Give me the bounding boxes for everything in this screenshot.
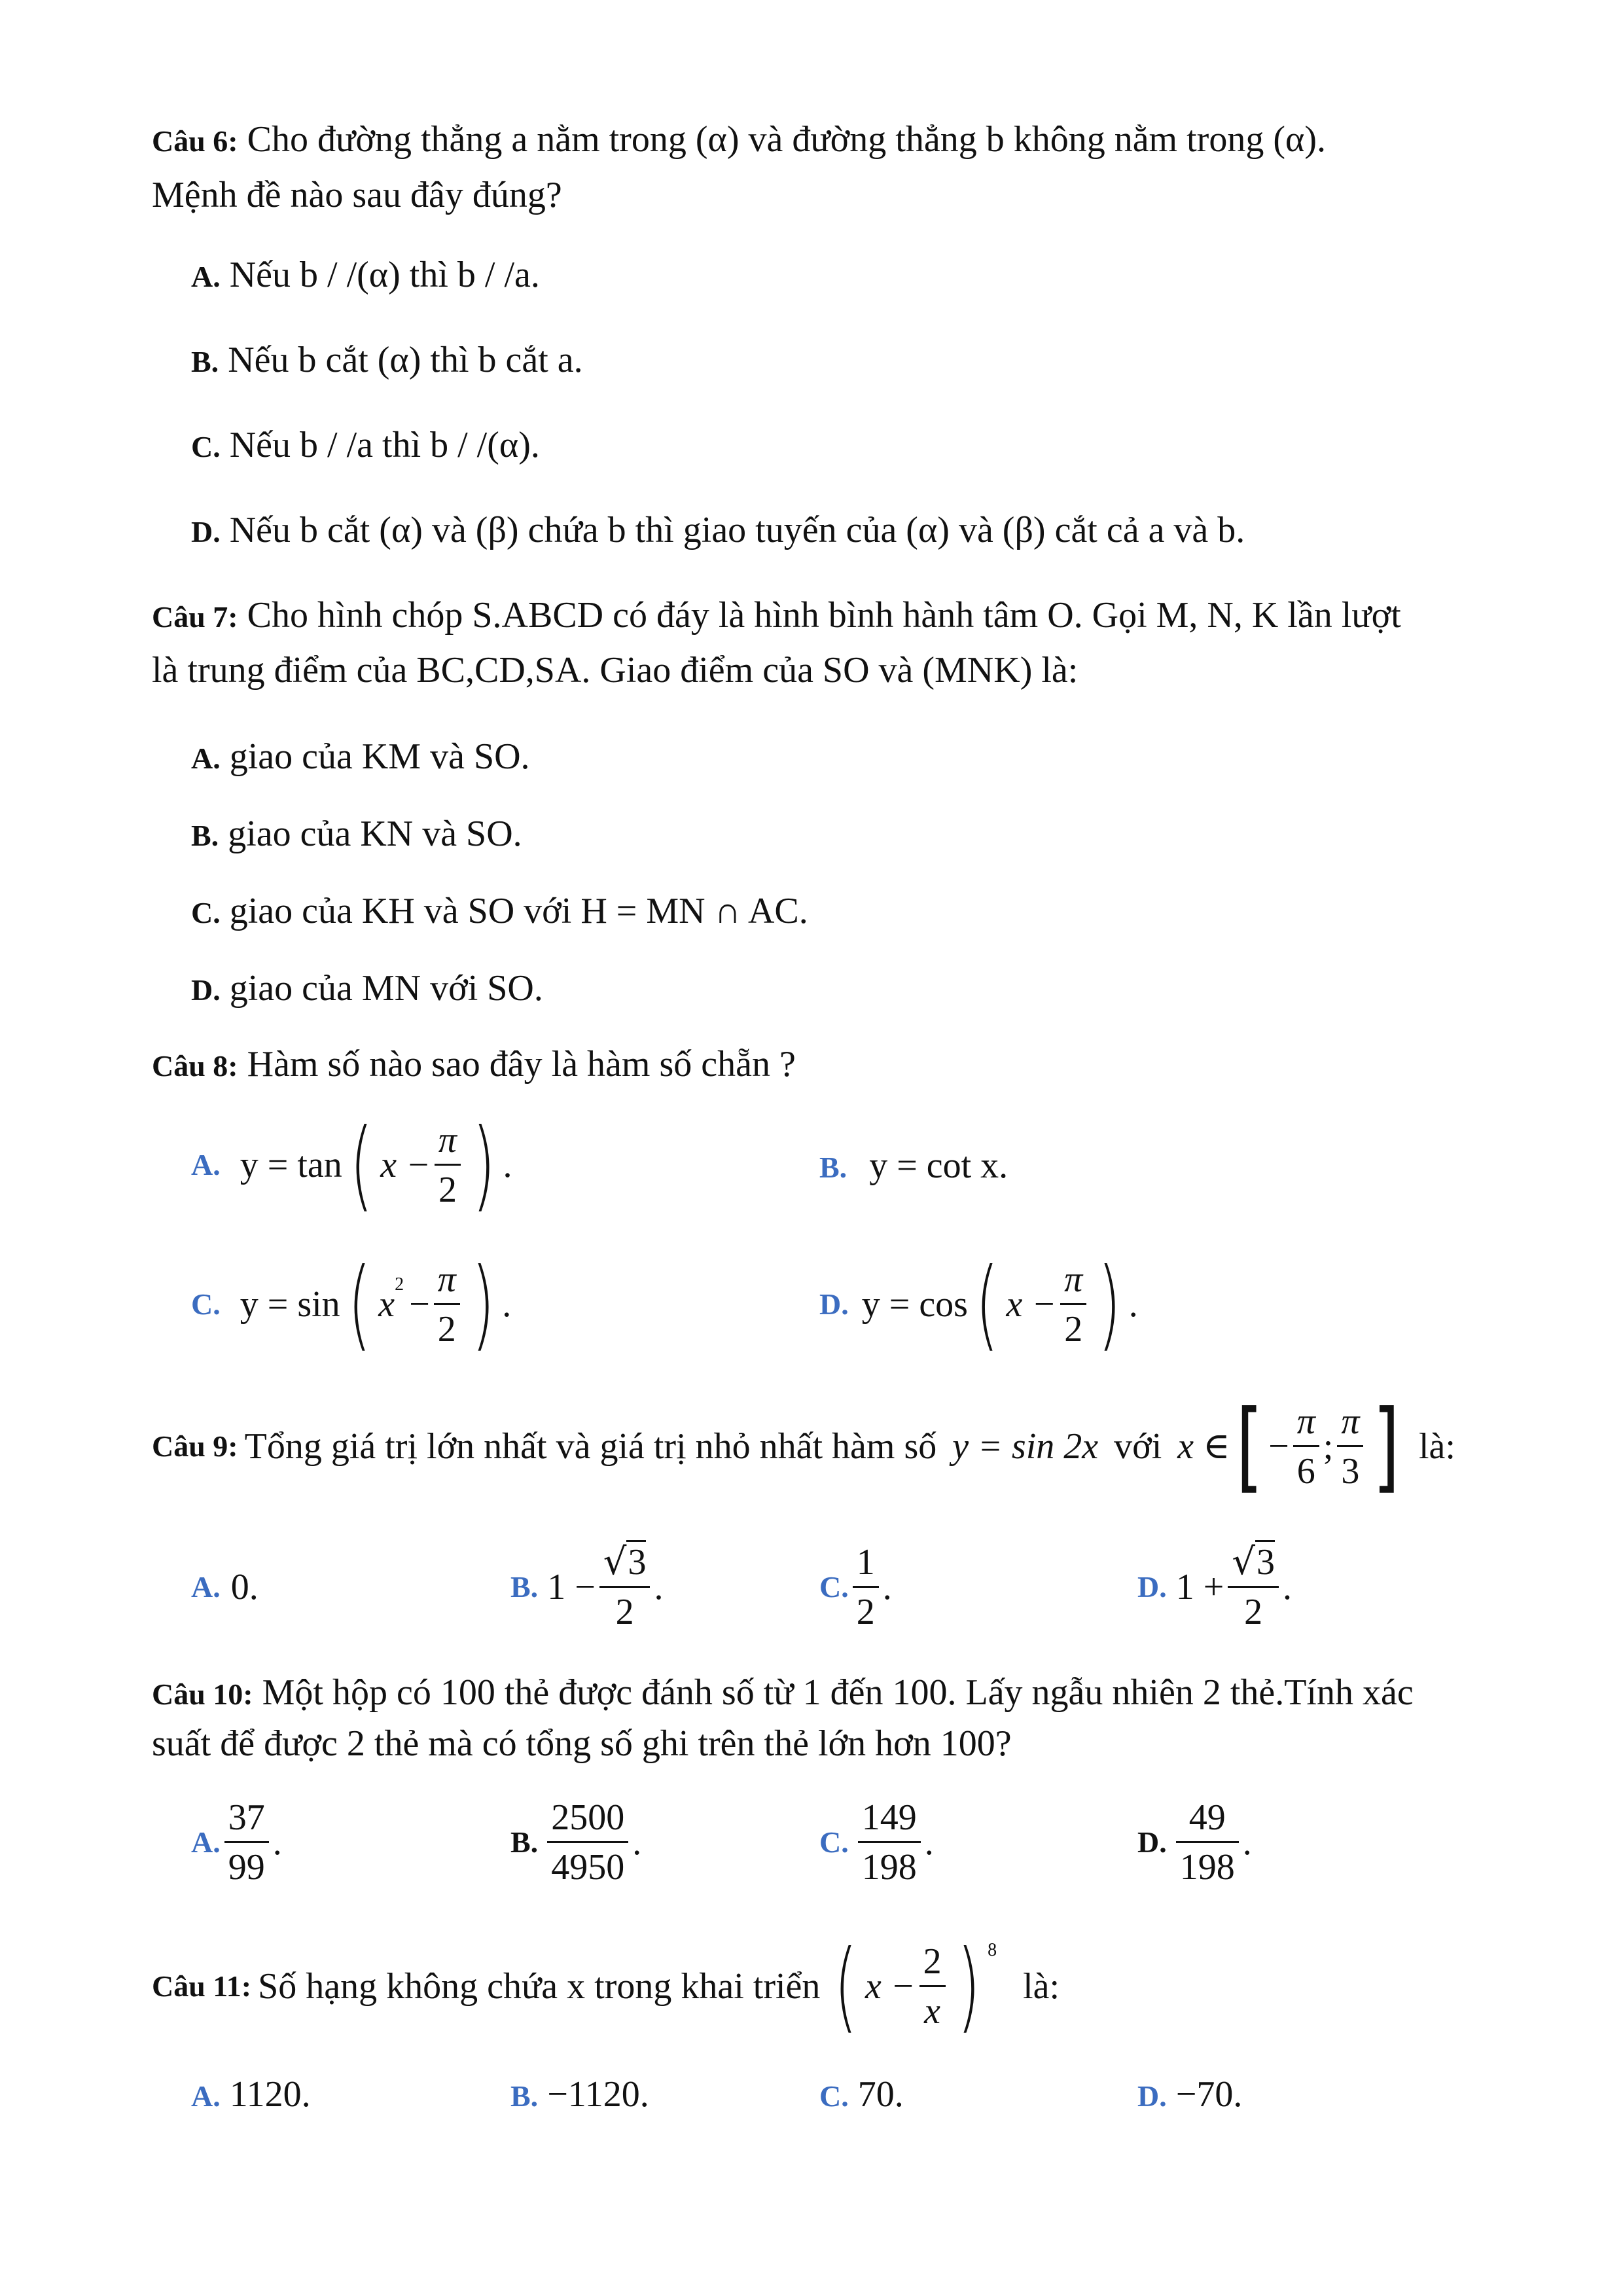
q6-label: Câu 6:	[152, 124, 238, 158]
q7-option-d-label: D.	[191, 973, 221, 1007]
q10-option-d-label: D.	[1137, 1825, 1167, 1859]
q8-d-den: 2	[1064, 1308, 1083, 1350]
q9-option-c: C. $\frac{1}{2}$ .	[819, 1541, 892, 1632]
q11-option-c-label: C.	[819, 2079, 849, 2113]
q8-c-minus: −	[409, 1284, 430, 1325]
q11-option-a	[191, 2076, 311, 2113]
q7-stem-text: Cho hình chóp S.ABCD có đáy là hình bình hành tâm O. Gọi M, N, K lần lượt	[247, 595, 1401, 636]
q11-exp: 8	[988, 1940, 997, 1960]
q7-option-c	[191, 893, 808, 929]
q9-option-b-label: B.	[510, 1570, 539, 1604]
q8-c-lparen: (	[348, 1247, 371, 1361]
q9-lo-frac	[1293, 1403, 1319, 1491]
q11-option-d	[1137, 2076, 1242, 2113]
q7-option-c-text: giao của KH và SO với H = MN ∩ AC.	[229, 891, 808, 931]
q8-c-x: x	[378, 1284, 395, 1325]
q6-option-a-label: A.	[191, 260, 221, 293]
q10-option-a-label: A.	[191, 1825, 221, 1859]
q8-a-rparen: )	[472, 1108, 495, 1222]
q8-option-a-label: A.	[191, 1148, 221, 1181]
q9-option-a-label: A.	[191, 1570, 221, 1604]
q8-stem-text: Hàm số nào sao đây là hàm số chẵn ?	[247, 1044, 796, 1085]
q11-label: Câu 11:	[152, 1969, 252, 2003]
q6-stem-line2: Mệnh đề nào sau đây đúng?	[152, 175, 562, 215]
q9-lbracket: [	[1236, 1390, 1263, 1503]
q11-num: 2	[919, 1943, 946, 1987]
q10-label: Câu 10:	[152, 1677, 253, 1711]
q8-a-frac	[435, 1121, 461, 1210]
q7-label: Câu 7:	[152, 600, 238, 634]
q8-d-x: x −	[1006, 1284, 1057, 1325]
q10-a-num: 37	[224, 1799, 269, 1843]
q10-option-c: C. $\frac{149}{198}$ .	[819, 1797, 934, 1888]
q10-c-frac	[858, 1799, 921, 1887]
q10-d-den: 198	[1179, 1846, 1235, 1888]
q11-option-b-label: B.	[510, 2079, 539, 2113]
q7-stem-line1	[152, 597, 1401, 634]
q10-option-b-label: B.	[510, 1825, 539, 1859]
q7-option-a-text: giao của KM và SO.	[229, 736, 530, 777]
q7-option-b	[191, 816, 522, 852]
q6-option-c-text: Nếu b / /a thì b / /(α).	[229, 425, 540, 465]
q9-b-frac: $\frac{√3}{2}$	[599, 1543, 651, 1632]
q9-d-rad: 3	[1255, 1540, 1275, 1583]
q8-b-text: y = cot x.	[869, 1145, 1008, 1186]
q9-func: y = sin 2x	[952, 1426, 1099, 1467]
q8-d-func: y = cos	[861, 1284, 968, 1325]
q11-rparen: )	[957, 1929, 980, 2043]
q9-option-d-label: D.	[1137, 1570, 1167, 1604]
q9-option-b: B. 1 − $\frac{√3}{2}$ .	[510, 1540, 664, 1632]
q7-stem-line2: là trung điểm của BC,CD,SA. Giao điểm của SO và (MNK) là:	[152, 650, 1079, 691]
q8-option-a: A. y = tan ( x − $\frac{\pi}{2}$ ) .	[191, 1108, 512, 1222]
q9-c-den: 2	[856, 1591, 875, 1632]
q8-a-lparen: (	[349, 1108, 373, 1222]
q6-option-d	[191, 512, 1245, 548]
q8-d-num: π	[1060, 1261, 1086, 1305]
q11-tail: là:	[1023, 1966, 1060, 2007]
q6-option-b-label: B.	[191, 345, 219, 378]
q9-rbracket: ]	[1373, 1390, 1400, 1503]
q8-c-func: y = sin	[240, 1284, 340, 1325]
q8-a-den: 2	[438, 1169, 457, 1210]
q11-den: x	[924, 1990, 941, 2032]
q10-b-num: 2500	[547, 1799, 628, 1843]
q8-d-lparen: (	[975, 1247, 999, 1361]
q8-option-c: C. y = sin ( x $^2$ − $\frac{\pi}{2}$ ) .	[191, 1247, 512, 1361]
q7-option-a	[191, 738, 530, 775]
q8-c-den: 2	[437, 1308, 456, 1350]
q10-b-den: 4950	[551, 1846, 625, 1888]
q11-a-text: 1120.	[229, 2074, 311, 2115]
q9-xin: x ∈	[1177, 1426, 1230, 1467]
q10-option-b: B. $\frac{2500}{4950}$ .	[510, 1797, 642, 1888]
q10-a-frac	[224, 1799, 269, 1887]
q8-a-x: x −	[380, 1145, 431, 1185]
q11-option-a-label: A.	[191, 2079, 221, 2113]
q7-option-d-text: giao của MN với SO.	[229, 968, 543, 1009]
q9-b-pre: 1 −	[547, 1567, 596, 1607]
q8-option-c-label: C.	[191, 1287, 221, 1321]
q9-lo-num: π	[1293, 1403, 1319, 1447]
q6-stem-line1	[152, 121, 1326, 158]
q9-a-text: 0.	[230, 1567, 259, 1607]
q11-lparen: (	[834, 1929, 858, 2043]
q6-option-d-label: D.	[191, 515, 221, 548]
q9-with: với	[1114, 1426, 1162, 1467]
q9-option-d: D. 1 + $\frac{√3}{2}$ .	[1137, 1540, 1293, 1632]
q8-option-b-label: B.	[819, 1151, 847, 1184]
q10-option-d: D. $\frac{49}{198}$ .	[1137, 1797, 1252, 1888]
q9-stem: Câu 9: Tổng giá trị lớn nhất và giá trị nhỏ nhất hàm số y = sin 2x với x ∈ [ − $\frac{\pi}{6}$ ; $\frac{\pi}{3}$ ] là:	[152, 1390, 1455, 1503]
q9-d-den: 2	[1244, 1591, 1263, 1632]
q10-stem-line2: suất để được 2 thẻ mà có tổng số ghi trên thẻ lớn hơn 100?	[152, 1723, 1012, 1764]
q6-option-b-text: Nếu b cắt (α) thì b cắt a.	[228, 340, 583, 380]
q9-label: Câu 9:	[152, 1429, 238, 1463]
q9-c-frac	[853, 1543, 879, 1632]
q11-stem	[152, 1929, 1060, 2043]
q6-option-b	[191, 342, 583, 378]
q8-c-exp: 2	[395, 1274, 404, 1295]
q9-b-den: 2	[615, 1591, 634, 1632]
q10-d-frac	[1176, 1799, 1239, 1887]
q9-hi-den: 3	[1341, 1450, 1360, 1492]
q6-option-c-label: C.	[191, 430, 221, 463]
q9-tail: là:	[1418, 1426, 1455, 1467]
q10-option-a: A. $\frac{37}{99}$ .	[191, 1797, 282, 1888]
q11-option-d-label: D.	[1137, 2079, 1167, 2113]
q9-d-pre: 1 +	[1175, 1567, 1224, 1607]
q6-option-a	[191, 257, 540, 293]
q8-option-d: D. y = cos ( x − $\frac{\pi}{2}$ ) .	[819, 1247, 1138, 1361]
q9-stem-text: Tổng giá trị lớn nhất và giá trị nhỏ nhất hàm số	[244, 1426, 937, 1467]
q8-option-b	[819, 1147, 1008, 1184]
q8-c-rparen: )	[471, 1247, 495, 1361]
q6-option-a-text: Nếu b / /(α) thì b / /a.	[229, 255, 540, 295]
q8-stem	[152, 1046, 796, 1083]
q9-hi-frac	[1337, 1403, 1363, 1491]
q9-d-frac: $\frac{√3}{2}$	[1228, 1543, 1279, 1632]
q11-d-text: −70.	[1175, 2074, 1243, 2115]
q9-hi-num: π	[1337, 1403, 1363, 1447]
q9-option-c-label: C.	[819, 1570, 849, 1604]
q10-stem-line1	[152, 1674, 1414, 1711]
q11-option-b	[510, 2076, 649, 2113]
q9-c-num: 1	[853, 1543, 879, 1588]
q7-option-b-label: B.	[191, 819, 219, 852]
q9-b-rad: 3	[626, 1540, 646, 1583]
q7-option-b-text: giao của KN và SO.	[228, 814, 522, 854]
q7-option-d	[191, 970, 543, 1007]
q11-c-text: 70.	[857, 2074, 904, 2115]
q10-d-num: 49	[1176, 1799, 1239, 1843]
q8-d-rparen: )	[1097, 1247, 1122, 1361]
q8-c-num: π	[434, 1261, 460, 1305]
q9-option-a	[191, 1541, 259, 1633]
q10-a-den: 99	[228, 1846, 265, 1888]
q8-d-frac	[1060, 1261, 1086, 1349]
q9-lo-den: 6	[1296, 1450, 1315, 1492]
q11-option-c	[819, 2076, 904, 2113]
q10-c-den: 198	[861, 1846, 917, 1888]
q6-stem-text: Cho đường thẳng a nằm trong (α) và đường thẳng b không nằm trong (α).	[247, 119, 1326, 160]
q7-option-a-label: A.	[191, 742, 221, 775]
q8-label: Câu 8:	[152, 1049, 238, 1083]
q8-c-frac	[434, 1261, 460, 1349]
q6-option-d-text: Nếu b cắt (α) và (β) chứa b thì giao tuyến của (α) và (β) cắt cả a và b.	[229, 510, 1245, 550]
q11-x: x −	[865, 1966, 916, 2007]
q6-option-c	[191, 427, 540, 463]
q8-option-d-label: D.	[819, 1287, 849, 1321]
q10-stem-text: Một hộp có 100 thẻ được đánh số từ 1 đến 100. Lấy ngẫu nhiên 2 thẻ.Tính xác	[262, 1672, 1414, 1713]
q10-c-num: 149	[858, 1799, 921, 1843]
q11-stem-text: Số hạng không chứa x trong khai triển	[258, 1966, 821, 2007]
q8-a-func: y = tan	[240, 1145, 342, 1185]
q10-option-c-label: C.	[819, 1825, 849, 1859]
q10-b-frac	[547, 1799, 628, 1887]
q11-frac	[919, 1943, 946, 2031]
q11-b-text: −1120.	[547, 2074, 649, 2115]
q7-option-c-label: C.	[191, 896, 221, 929]
q8-a-num: π	[435, 1121, 461, 1166]
